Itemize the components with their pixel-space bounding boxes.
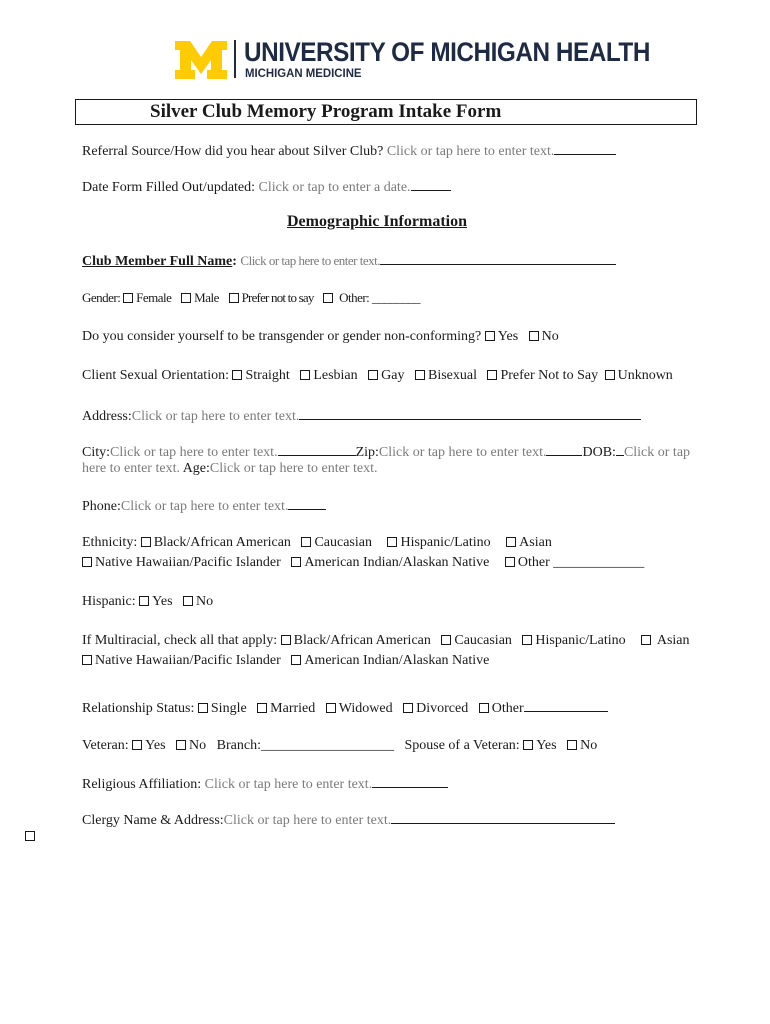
ethnicity-asian-checkbox[interactable] bbox=[506, 537, 516, 547]
spouse-no-checkbox[interactable] bbox=[567, 740, 577, 750]
orientation-straight-checkbox[interactable] bbox=[232, 370, 242, 380]
ethnicity-black-label: Black/African American bbox=[153, 535, 291, 550]
religion-underline bbox=[372, 775, 448, 788]
religion-label: Religious Affiliation: bbox=[82, 777, 202, 792]
relationship-married-checkbox[interactable] bbox=[257, 703, 267, 713]
orientation-prefer-not-checkbox[interactable] bbox=[487, 370, 497, 380]
age-input[interactable]: Click or tap here to enter text. bbox=[209, 461, 378, 476]
ethnicity-native-label: American Indian/Alaskan Native bbox=[304, 555, 490, 570]
orientation-bisexual-label: Bisexual bbox=[427, 368, 477, 383]
referral-row bbox=[82, 142, 616, 160]
orientation-lesbian-label: Lesbian bbox=[313, 368, 358, 383]
ethnicity-native-checkbox[interactable] bbox=[291, 557, 301, 567]
city-input[interactable]: Click or tap here to enter text. bbox=[110, 445, 278, 460]
phone-underline bbox=[288, 497, 326, 510]
multiracial-hawaiian-checkbox[interactable] bbox=[82, 655, 92, 665]
multiracial-hispanic-label: Hispanic/Latino bbox=[535, 633, 626, 648]
relationship-divorced-label: Divorced bbox=[416, 701, 469, 716]
spouse-veteran-label: Spouse of a Veteran: bbox=[404, 738, 520, 753]
date-label: Date Form Filled Out/updated: bbox=[82, 180, 256, 195]
gender-female-label: Female bbox=[136, 290, 172, 305]
referral-underline bbox=[554, 142, 616, 155]
form-title-box bbox=[75, 99, 697, 125]
gender-prefer-not-checkbox[interactable] bbox=[229, 293, 239, 303]
hispanic-yes-checkbox[interactable] bbox=[139, 596, 149, 606]
address-underline bbox=[299, 407, 641, 420]
relationship-row bbox=[82, 699, 608, 717]
transgender-no-label: No bbox=[541, 329, 559, 344]
clergy-underline bbox=[391, 811, 615, 824]
logo-title: UNIVERSITY OF MICHIGAN HEALTH bbox=[244, 37, 650, 67]
orientation-gay-checkbox[interactable] bbox=[368, 370, 378, 380]
multiracial-native-label: American Indian/Alaskan Native bbox=[304, 653, 490, 668]
orientation-straight-label: Straight bbox=[245, 368, 290, 383]
multiracial-black-checkbox[interactable] bbox=[281, 635, 291, 645]
member-name-label: Club Member Full Name bbox=[82, 254, 233, 269]
city-row bbox=[82, 443, 690, 461]
stray-checkbox[interactable] bbox=[25, 831, 35, 841]
gender-male-checkbox[interactable] bbox=[181, 293, 191, 303]
veteran-label: Veteran: bbox=[82, 738, 129, 753]
veteran-yes-checkbox[interactable] bbox=[132, 740, 142, 750]
relationship-widowed-checkbox[interactable] bbox=[326, 703, 336, 713]
address-label: Address: bbox=[82, 409, 132, 424]
relationship-other-label: Other bbox=[491, 701, 524, 716]
hispanic-row bbox=[82, 594, 213, 610]
transgender-question: Do you consider yourself to be transgender or gender non-conforming? bbox=[82, 329, 482, 344]
orientation-bisexual-checkbox[interactable] bbox=[415, 370, 425, 380]
religion-row bbox=[82, 775, 448, 793]
orientation-gay-label: Gay bbox=[381, 368, 405, 383]
relationship-label: Relationship Status: bbox=[82, 701, 195, 716]
zip-label: Zip: bbox=[355, 445, 379, 460]
multiracial-black-label: Black/African American bbox=[293, 633, 431, 648]
zip-input[interactable]: Click or tap here to enter text. bbox=[378, 445, 547, 460]
ethnicity-hawaiian-label: Native Hawaiian/Pacific Islander bbox=[95, 555, 281, 570]
gender-label: Gender: bbox=[82, 290, 121, 305]
hispanic-no-checkbox[interactable] bbox=[183, 596, 193, 606]
member-name-input[interactable]: Click or tap here to enter text. bbox=[240, 253, 380, 268]
orientation-row bbox=[82, 368, 673, 384]
dob-input[interactable]: Click or tap bbox=[623, 445, 691, 460]
transgender-no-checkbox[interactable] bbox=[529, 331, 539, 341]
ethnicity-asian-label: Asian bbox=[519, 535, 552, 550]
veteran-row bbox=[82, 738, 597, 754]
university-block-m-logo bbox=[175, 41, 227, 79]
multiracial-row-1 bbox=[82, 633, 690, 649]
zip-underline bbox=[546, 443, 582, 456]
ethnicity-other-label: Other bbox=[517, 555, 550, 570]
religion-input[interactable]: Click or tap here to enter text. bbox=[204, 777, 373, 792]
transgender-yes-checkbox[interactable] bbox=[485, 331, 495, 341]
relationship-divorced-checkbox[interactable] bbox=[403, 703, 413, 713]
hispanic-yes-label: Yes bbox=[152, 594, 173, 609]
branch-label: Branch: bbox=[216, 738, 261, 753]
hispanic-no-label: No bbox=[196, 594, 214, 609]
date-input[interactable]: Click or tap to enter a date. bbox=[258, 180, 411, 195]
ethnicity-other-blank[interactable]: _____________ bbox=[553, 555, 645, 570]
ethnicity-row-1 bbox=[82, 535, 552, 551]
multiracial-hispanic-checkbox[interactable] bbox=[522, 635, 532, 645]
relationship-other-checkbox[interactable] bbox=[479, 703, 489, 713]
multiracial-caucasian-checkbox[interactable] bbox=[441, 635, 451, 645]
demographic-heading: Demographic Information bbox=[287, 213, 467, 230]
gender-other-checkbox[interactable] bbox=[323, 293, 333, 303]
multiracial-asian-checkbox[interactable] bbox=[641, 635, 651, 645]
ethnicity-hawaiian-checkbox[interactable] bbox=[82, 557, 92, 567]
gender-female-checkbox[interactable] bbox=[123, 293, 133, 303]
relationship-single-checkbox[interactable] bbox=[198, 703, 208, 713]
logo-divider bbox=[234, 40, 236, 78]
phone-input[interactable]: Click or tap here to enter text. bbox=[120, 499, 289, 514]
member-name-underline bbox=[380, 252, 616, 265]
age-row bbox=[82, 461, 377, 477]
relationship-other-underline[interactable] bbox=[524, 699, 608, 712]
spouse-yes-label: Yes bbox=[536, 738, 557, 753]
dob-input-continued[interactable]: here to enter text. bbox=[82, 461, 180, 476]
veteran-yes-label: Yes bbox=[145, 738, 166, 753]
branch-blank[interactable]: ___________________ bbox=[260, 738, 394, 753]
phone-row bbox=[82, 497, 326, 515]
orientation-unknown-checkbox[interactable] bbox=[605, 370, 615, 380]
veteran-no-checkbox[interactable] bbox=[176, 740, 186, 750]
ethnicity-caucasian-checkbox[interactable] bbox=[301, 537, 311, 547]
referral-input[interactable]: Click or tap here to enter text. bbox=[386, 144, 555, 159]
veteran-no-label: No bbox=[189, 738, 207, 753]
orientation-prefer-not-label: Prefer Not to Say bbox=[500, 368, 599, 383]
address-input[interactable]: Click or tap here to enter text. bbox=[131, 409, 300, 424]
address-row bbox=[82, 407, 641, 425]
ethnicity-other-checkbox[interactable] bbox=[505, 557, 515, 567]
gender-other-blank[interactable]: ________ bbox=[372, 290, 421, 305]
form-title: Silver Club Memory Program Intake Form bbox=[150, 101, 502, 122]
multiracial-label: If Multiracial, check all that apply: bbox=[82, 633, 278, 648]
dob-label: DOB: bbox=[582, 445, 616, 460]
ethnicity-label: Ethnicity: bbox=[82, 535, 138, 550]
city-label: City: bbox=[82, 445, 111, 460]
logo-subtitle: MICHIGAN MEDICINE bbox=[245, 66, 362, 80]
ethnicity-black-checkbox[interactable] bbox=[141, 537, 151, 547]
relationship-married-label: Married bbox=[270, 701, 316, 716]
clergy-label: Clergy Name & Address: bbox=[82, 813, 224, 828]
clergy-row bbox=[82, 811, 615, 829]
gender-male-label: Male bbox=[194, 290, 219, 305]
member-name-colon: : bbox=[232, 254, 237, 269]
date-row bbox=[82, 178, 451, 196]
multiracial-caucasian-label: Caucasian bbox=[454, 633, 512, 648]
multiracial-asian-label: Asian bbox=[656, 633, 690, 648]
ethnicity-row-2 bbox=[82, 555, 644, 571]
spouse-yes-checkbox[interactable] bbox=[523, 740, 533, 750]
spouse-no-label: No bbox=[580, 738, 598, 753]
multiracial-hawaiian-label: Native Hawaiian/Pacific Islander bbox=[95, 653, 281, 668]
member-name-row bbox=[82, 252, 616, 270]
phone-label: Phone: bbox=[82, 499, 121, 514]
multiracial-native-checkbox[interactable] bbox=[291, 655, 301, 665]
age-label: Age: bbox=[182, 461, 210, 476]
referral-label: Referral Source/How did you hear about Silver Club? bbox=[82, 144, 384, 159]
relationship-single-label: Single bbox=[210, 701, 247, 716]
ethnicity-caucasian-label: Caucasian bbox=[314, 535, 372, 550]
ethnicity-hispanic-label: Hispanic/Latino bbox=[400, 535, 491, 550]
gender-row bbox=[82, 290, 420, 306]
multiracial-row-2 bbox=[82, 653, 489, 669]
ethnicity-hispanic-checkbox[interactable] bbox=[387, 537, 397, 547]
orientation-label: Client Sexual Orientation: bbox=[82, 368, 229, 383]
city-underline bbox=[278, 443, 356, 456]
gender-prefer-not-label: Prefer not to say bbox=[241, 290, 314, 305]
date-underline bbox=[411, 178, 451, 191]
transgender-yes-label: Yes bbox=[497, 329, 519, 344]
gender-other-label: Other: bbox=[339, 290, 370, 305]
orientation-unknown-label: Unknown bbox=[617, 368, 673, 383]
clergy-input[interactable]: Click or tap here to enter text. bbox=[223, 813, 392, 828]
transgender-row bbox=[82, 329, 559, 345]
orientation-lesbian-checkbox[interactable] bbox=[300, 370, 310, 380]
relationship-widowed-label: Widowed bbox=[338, 701, 393, 716]
dob-underline bbox=[616, 443, 624, 456]
hispanic-label: Hispanic: bbox=[82, 594, 136, 609]
